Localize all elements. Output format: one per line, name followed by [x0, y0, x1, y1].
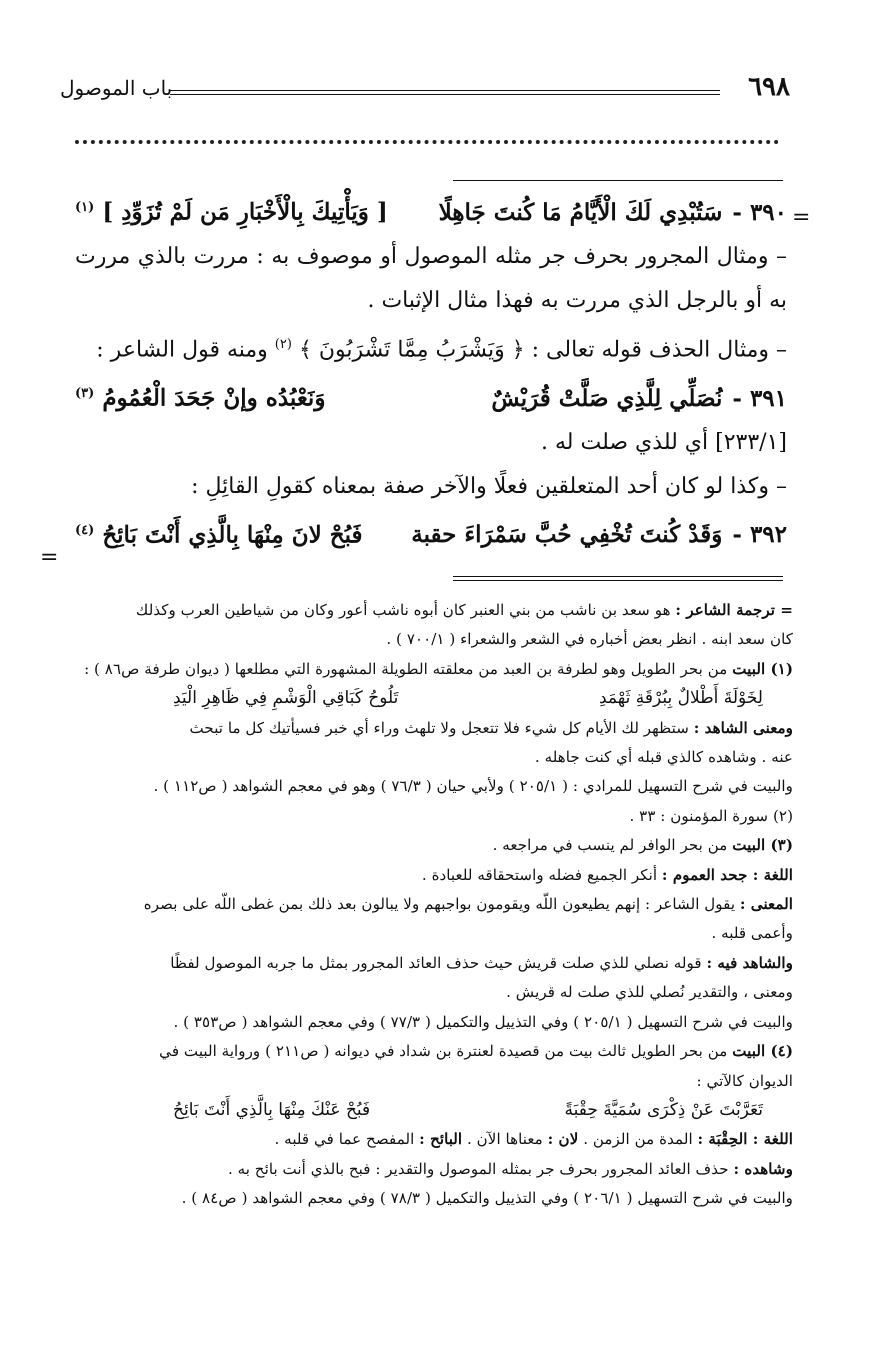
quoted-verse: لِخَوْلَةَ أَطْلالٌ بِبُرْقَةِ ثَهْمَدِ تَلُوحُ كَبَاقِي الْوَشْمِ فِي ظَاهِرِ الْيَدِ — [173, 688, 763, 709]
section-title: باب الموصول — [60, 76, 173, 100]
continuation-mark-bottom: = — [40, 545, 59, 570]
footnote-line: الديوان كالآتي : — [696, 1071, 793, 1090]
footnote-line: (١) البيت من بحر الطويل وهو لطرفة بن العبد من معلقته الطويلة المشهورة التي مطلعها ( ديوان طرفة ص٨٦ ) : — [84, 659, 793, 678]
footnote-ref: (١) — [75, 200, 95, 215]
footnote-line: ومعنى ، والتقدير نُصلي للذي صلت له قريش . — [506, 983, 793, 1002]
hemistich-first: سَتُبْدِي لَكَ الْأَيَّامُ مَا كُنتَ جَاهِلًا — [438, 198, 723, 226]
verse-392 — [75, 509, 787, 558]
page-number: ٦٩٨ — [748, 72, 790, 102]
footnote-ref: (٢) — [274, 336, 292, 352]
footnote-line: والبيت في شرح التسهيل ( ٢٠٦/١ ) وفي التذييل والتكميل ( ٧٨/٣ ) وفي معجم الشواهد ( ص٨٤ ) . — [181, 1189, 793, 1208]
paragraph: – وكذا لو كان أحد المتعلقين فعلًا والآخر صفة بمعناه كقولِ القائِلِ : — [191, 473, 787, 499]
footnote-line: ومعنى الشاهد : ستظهر لك الأيام كل شيء فلا تتعجل ولا تلهث وراء أي خبر فسيأتيك كل ما تبحث — [189, 718, 793, 737]
main-text — [75, 186, 787, 557]
footnote-line: المعنى : يقول الشاعر : إنهم يطيعون اللّه ويقومون بواجبهم ولا يبالون بعد ذلك بمن غطى اللّه على بصره — [143, 895, 793, 914]
footnote-ref: (٤) — [75, 522, 95, 538]
footnote-line: عنه . وشاهده كالذي قبله أي كنت جاهله . — [534, 748, 793, 767]
footnote-line: اللغة : الحِقْبَة : المدة من الزمن . لان : معناها الآن . البائح : المفصح عما في قلبه . — [274, 1130, 793, 1149]
paragraph: [٢٣٣/١] أي للذي صلت له . — [541, 429, 787, 455]
footnote-line: كان سعد ابنه . انظر بعض أخباره في الشعر والشعراء ( ٧٠٠/١ ) . — [386, 630, 793, 649]
verse-390 — [75, 186, 787, 235]
footnote-line: (٢) سورة المؤمنون : ٣٣ . — [629, 806, 793, 825]
footnote-line: والشاهد فيه : قوله نصلي للذي صلت قريش حيث حذف العائد المجرور بمثل ما جربه الموصول لفظًا — [170, 953, 793, 972]
hemistich-second: فَبُحْ لانَ مِنْهَا بِالَّذِي أَنْتَ بَائِحُ — [102, 521, 363, 549]
hemistich-second: وَنَعْبُدُه وإنْ جَحَدَ الْعُمُومُ — [102, 384, 326, 412]
verse-number: ٣٩٢ - — [732, 521, 787, 549]
verse-number: ٣٩٠ - — [732, 198, 787, 226]
footnote-line: (٣) البيت من بحر الوافر لم ينسب في مراجعه . — [492, 836, 793, 855]
paragraph: – ومثال المجرور بحرف جر مثله الموصول أو موصوف به : مررت بالذي مررت به أو بالرجل الذي مررت به فهذا مثال الإثبات . — [75, 243, 787, 313]
footnote-line: وشاهده : حذف العائد المجرور بحرف جر بمثله الموصول والتقدير : فبح بالذي أنت بائح به . — [227, 1159, 793, 1178]
quoted-verse: تَعَرَّبْتَ عَنْ ذِكْرَى سُمَيَّةَ حِقْبَةً فَبُحْ عَنْكَ مِنْهَا بِالَّذِي أَنْتَ بَائِحُ — [173, 1099, 763, 1120]
footnote-rule — [453, 576, 783, 581]
continuation-mark-top: = — [792, 205, 811, 230]
hemistich-second: [ وَيَأْتِيكَ بِالْأَخْبَارِ مَن لَمْ تُزَوِّدِ ] — [102, 198, 388, 226]
footnote-line: = ترجمة الشاعر : هو سعد بن ناشب من بني العنبر كان أبوه ناشب أعور وكان من شياطين العرب وكذلك — [135, 601, 793, 619]
dotted-separator — [75, 140, 779, 154]
footnotes — [63, 596, 793, 1214]
footnote-line: وأعمى قلبه . — [711, 924, 793, 943]
hemistich-first: وَقَدْ كُنتَ تُخْفِي حُبَّ سَمْرَاءَ حقبة — [411, 521, 723, 549]
top-short-rule — [453, 180, 783, 181]
running-header — [60, 72, 790, 112]
paragraph: – ومثال الحذف قوله تعالى : ﴿ وَيَشْرَبُ مِمَّا تَشْرَبُونَ ﴾ $^{(٢)}$ ومنه قول الشاعر : — [96, 336, 787, 362]
verse-number: ٣٩١ - — [732, 384, 787, 412]
footnote-line: والبيت في شرح التسهيل ( ٢٠٥/١ ) وفي التذييل والتكميل ( ٧٧/٣ ) وفي معجم الشواهد ( ص٣٥٣ ) . — [173, 1012, 793, 1031]
footnote-line: اللغة : جحد العموم : أنكر الجميع فضله واستحقاقه للعبادة . — [421, 865, 793, 884]
hemistich-first: نُصَلِّي لِلَّذِي صَلَّتْ قُرَيْشٌ — [491, 384, 723, 412]
verse-391 — [75, 372, 787, 421]
footnote-line: والبيت في شرح التسهيل للمرادي : ( ٢٠٥/١ ) ولأبي حيان ( ٧٦/٣ ) وهو في معجم الشواهد ( ص١١٢ ) . — [153, 777, 793, 796]
header-rule — [170, 90, 720, 95]
footnote-ref: (٣) — [75, 385, 95, 401]
footnote-line: (٤) البيت من بحر الطويل ثالث بيت من قصيدة لعنترة بن شداد في ديوانه ( ص٢١١ ) ورواية البيت في — [159, 1042, 793, 1061]
